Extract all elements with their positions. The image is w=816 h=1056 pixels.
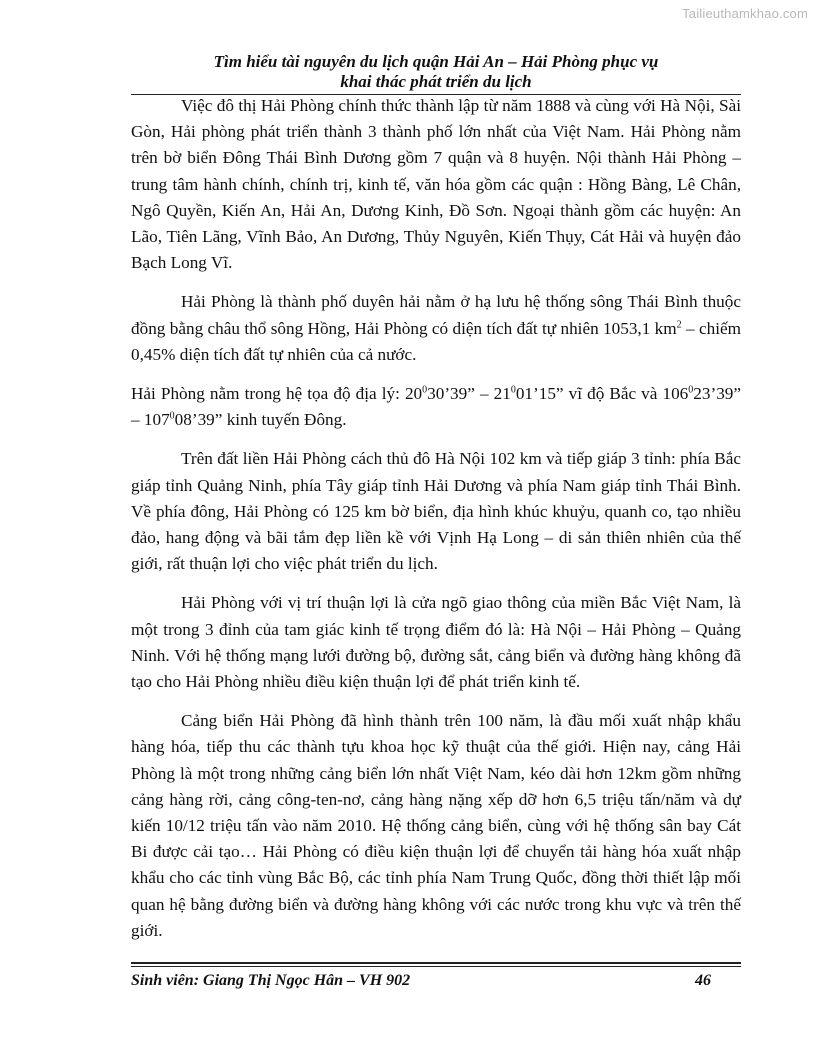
page-header [131, 52, 741, 92]
paragraph-2-text-a: Hải Phòng là thành phố duyên hải nằm ở hạ lưu hệ thống sông Thái Bình thuộc đồng bằng châu thổ sông Hồng, Hải Phòng có diện tích đất tự nhiên 1053,1 km [131, 292, 741, 338]
watermark-text: Tailieuthamkhao.com [682, 6, 808, 21]
paragraph-3-text-b: 30’39” – 21 [427, 384, 511, 404]
degree-superscript-3: 0 [688, 384, 694, 396]
paragraph-3-text-c: 01’15” vĩ độ Bắc và 106 [515, 384, 689, 404]
paragraph-3 [131, 381, 741, 433]
paragraph-1: Việc đô thị Hải Phòng chính thức thành lập từ năm 1888 và cùng với Hà Nội, Sài Gòn, Hải phòng phát triển thành 3 thành phố lớn nhất của Việt Nam. Hải Phòng nằm trên bờ biển Đông Thái Bình Dương gồm 7 quận và 8 huyện. Nội thành Hải Phòng – trung tâm hành chính, chính trị, kinh tế, văn hóa gồm các quận : Hồng Bàng, Lê Chân, Ngô Quyền, Kiến An, Hải An, Dương Kinh, Đồ Sơn. Ngoại thành gồm các huyện: An Lão, Tiên Lãng, Vĩnh Bảo, An Dương, Thủy Nguyên, Kiến Thụy, Cát Hải và huyện đảo Bạch Long Vĩ. [131, 96, 741, 273]
page-footer [131, 970, 711, 992]
degree-superscript-4: 0 [169, 410, 175, 422]
paragraph-2 [131, 289, 741, 368]
paragraph-3-text-e: 08’39” kinh tuyến Đông. [174, 410, 347, 430]
paragraph-4: Trên đất liền Hải Phòng cách thủ đô Hà Nội 102 km và tiếp giáp 3 tỉnh: phía Bắc giáp tỉnh Quảng Ninh, phía Tây giáp tỉnh Hải Dương và phía Nam giáp tỉnh Thái Bình. Về phía đông, Hải Phòng có 125 km bờ biển, địa hình khúc khuỷu, quanh co, tạo nhiều đảo, hang động và bãi tắm đẹp liền kề với Vịnh Hạ Long – di sản thiên nhiên của thế giới, rất thuận lợi cho việc phát triển du lịch. [131, 449, 741, 574]
paragraph-6: Cảng biển Hải Phòng đã hình thành trên 100 năm, là đầu mối xuất nhập khẩu hàng hóa, tiếp thu các thành tựu khoa học kỹ thuật của thế giới. Hiện nay, cảng Hải Phòng là một trong những cảng biển lớn nhất Việt Nam, kéo dài hơn 12km gồm những cảng hàng rời, cảng công-ten-nơ, cảng hàng nặng xếp dỡ hơn 6,5 triệu tấn/năm và dự kiến 10/12 triệu tấn vào năm 2010. Hệ thống cảng biển, cùng với hệ thống sân bay Cát Bi được cải tạo… Hải Phòng có điều kiện thuận lợi để chuyển tải hàng hóa xuất nhập khẩu cho các tỉnh vùng Bắc Bộ, các tỉnh phía Nam Trung Quốc, đồng thời thiết lập mối quan hệ bằng đường biển và đường hàng không với các nước trong khu vực và trên thế giới. [131, 711, 741, 940]
footer-author: Sinh viên: Giang Thị Ngọc Hân – VH 902 [131, 972, 411, 989]
paragraph-5: Hải Phòng với vị trí thuận lợi là cửa ngõ giao thông của miền Bắc Việt Nam, là một trong 3 đỉnh của tam giác kinh tế trọng điểm đó là: Hà Nội – Hải Phòng – Quảng Ninh. Với hệ thống mạng lưới đường bộ, đường sắt, cảng biển và đường hàng không đã tạo cho Hải Phòng nhiều điều kiện thuận lợi để phát triển kinh tế. [131, 593, 741, 692]
paragraph-3-text-d: 23’39” – 107 [131, 384, 742, 430]
paragraph-3-text-a: Hải Phòng nằm trong hệ tọa độ địa lý: 20 [131, 384, 423, 404]
document-body [131, 93, 741, 957]
degree-superscript-1: 0 [422, 384, 428, 396]
header-title-line-1: Tìm hiểu tài nguyên du lịch quận Hải An – Hải Phòng phục vụ [213, 52, 659, 71]
paragraph-2-text-b: – chiếm 0,45% diện tích đất tự nhiên của cả nước. [131, 318, 741, 364]
paragraph-2-superscript: 2 [676, 318, 682, 330]
page-number: 46 [695, 972, 711, 989]
degree-superscript-2: 0 [510, 384, 516, 396]
header-title-line-2: khai thác phát triển du lịch [340, 72, 532, 91]
footer-divider-thick [131, 962, 741, 964]
footer-divider-thin [131, 966, 741, 967]
